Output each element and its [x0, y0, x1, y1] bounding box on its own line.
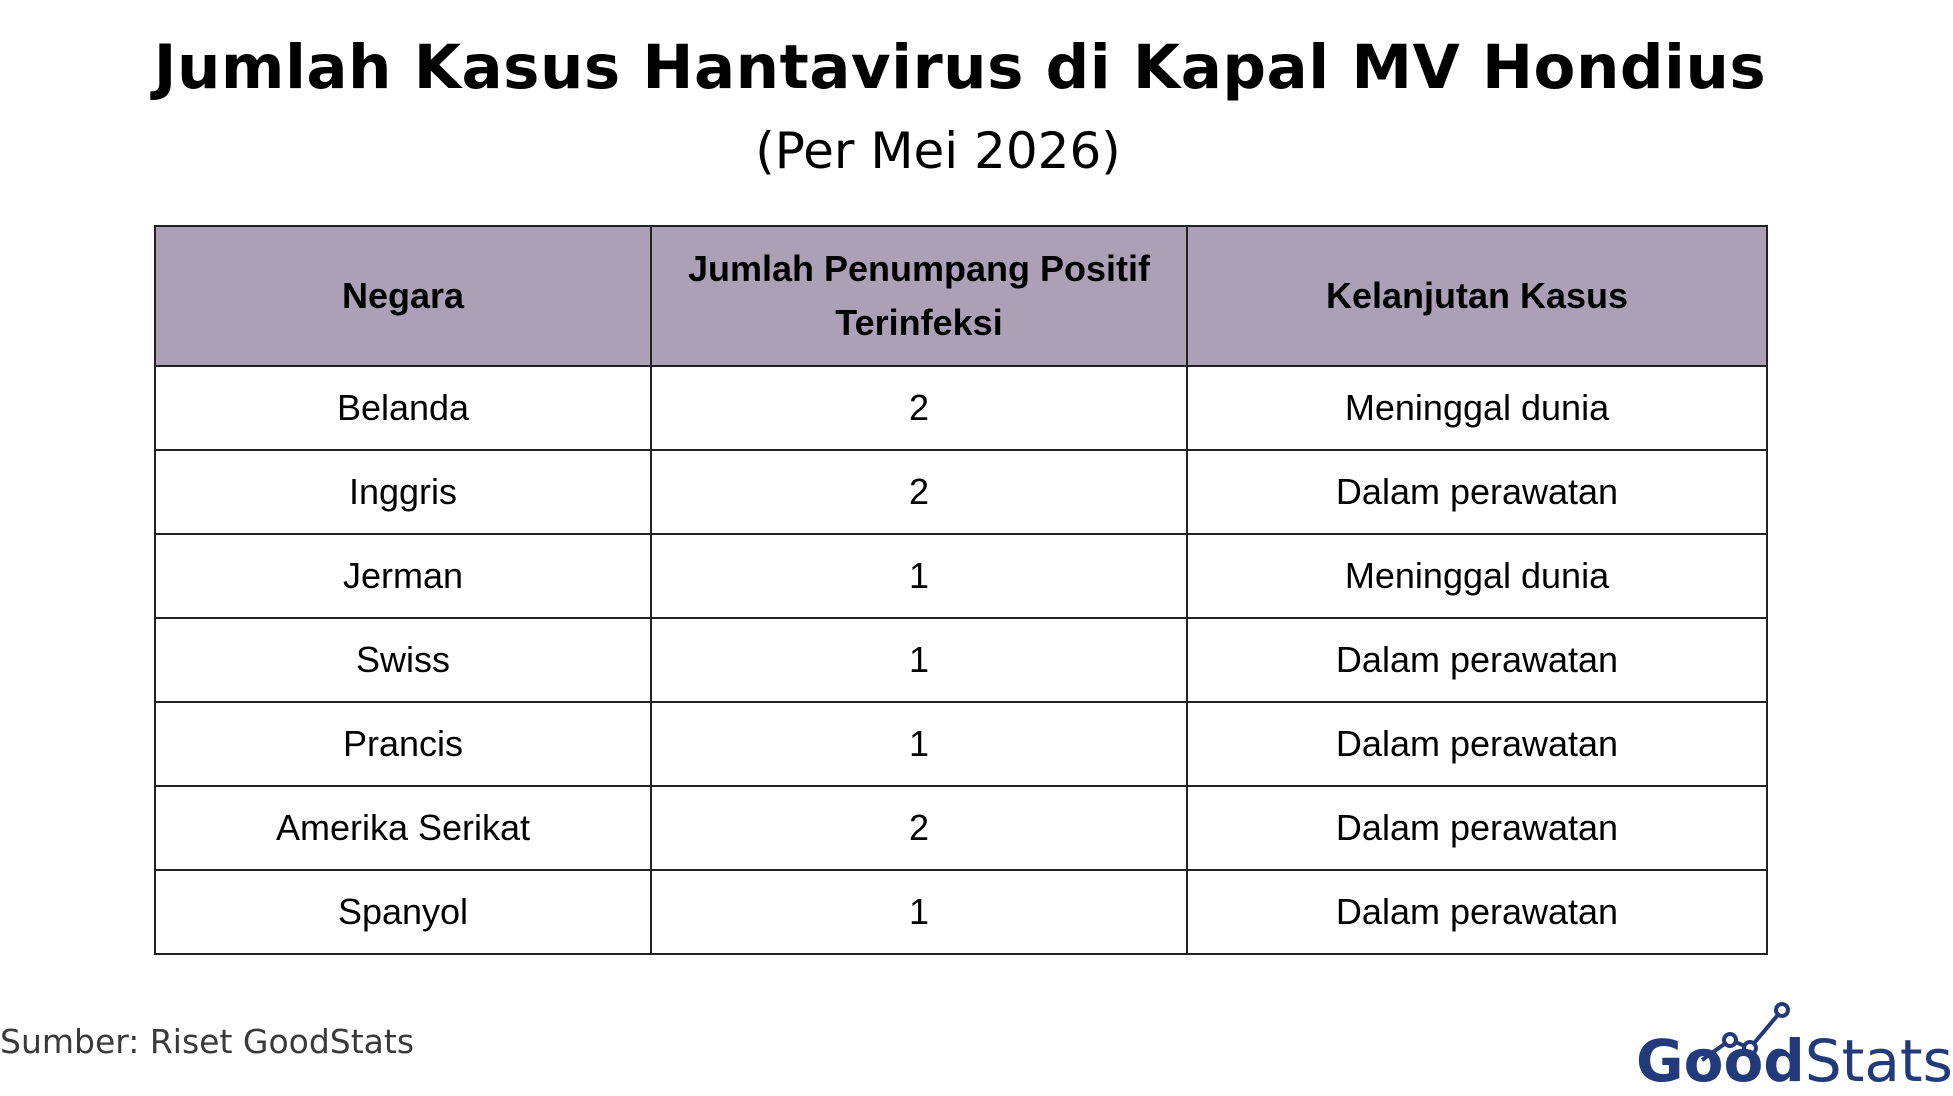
table-row [155, 618, 1767, 702]
table-cell-jumlah: 1 [651, 870, 1187, 954]
table-row [155, 534, 1767, 618]
chart-title: Jumlah Kasus Hantavirus di Kapal MV Hondius [153, 32, 1767, 103]
source-note: Sumber: Riset GoodStats [0, 1022, 415, 1061]
column-header-negara: Negara [155, 226, 651, 366]
table-cell-jumlah: 2 [651, 786, 1187, 870]
table-cell-negara: Prancis [155, 702, 651, 786]
table-cell-negara: Swiss [155, 618, 651, 702]
table-cell-jumlah: 2 [651, 366, 1187, 450]
column-header-kelanjutan-kasus: Kelanjutan Kasus [1187, 226, 1767, 366]
column-header-jumlah-penumpang: Jumlah Penumpang Positif Terinfeksi [651, 226, 1187, 366]
table-cell-negara: Inggris [155, 450, 651, 534]
header-row [155, 226, 1767, 366]
table-row [155, 702, 1767, 786]
goodstats-logo [1632, 1000, 1953, 1095]
chart-subtitle: (Per Mei 2026) [755, 122, 1121, 180]
table-cell-negara: Jerman [155, 534, 651, 618]
table-cell-kelanjutan: Dalam perawatan [1187, 870, 1767, 954]
table-cell-kelanjutan: Dalam perawatan [1187, 450, 1767, 534]
table-cell-jumlah: 1 [651, 618, 1187, 702]
table-row [155, 366, 1767, 450]
table-cell-jumlah: 2 [651, 450, 1187, 534]
table-cell-negara: Amerika Serikat [155, 786, 651, 870]
table-cell-kelanjutan: Meninggal dunia [1187, 366, 1767, 450]
table-cell-kelanjutan: Dalam perawatan [1187, 618, 1767, 702]
table-cell-negara: Spanyol [155, 870, 651, 954]
logo-text-stats: Stats [1804, 1027, 1953, 1095]
table-row [155, 870, 1767, 954]
table-row [155, 450, 1767, 534]
table-body [155, 366, 1767, 954]
logo-text-good: Good [1636, 1027, 1805, 1095]
data-table-container [154, 225, 1766, 955]
table-row [155, 786, 1767, 870]
table-cell-kelanjutan: Dalam perawatan [1187, 786, 1767, 870]
table-cell-jumlah: 1 [651, 702, 1187, 786]
table-header [155, 226, 1767, 366]
table-cell-kelanjutan: Dalam perawatan [1187, 702, 1767, 786]
logo-wordmark [1636, 1026, 1953, 1096]
table-cell-negara: Belanda [155, 366, 651, 450]
data-table [154, 225, 1768, 955]
table-cell-kelanjutan: Meninggal dunia [1187, 534, 1767, 618]
table-cell-jumlah: 1 [651, 534, 1187, 618]
